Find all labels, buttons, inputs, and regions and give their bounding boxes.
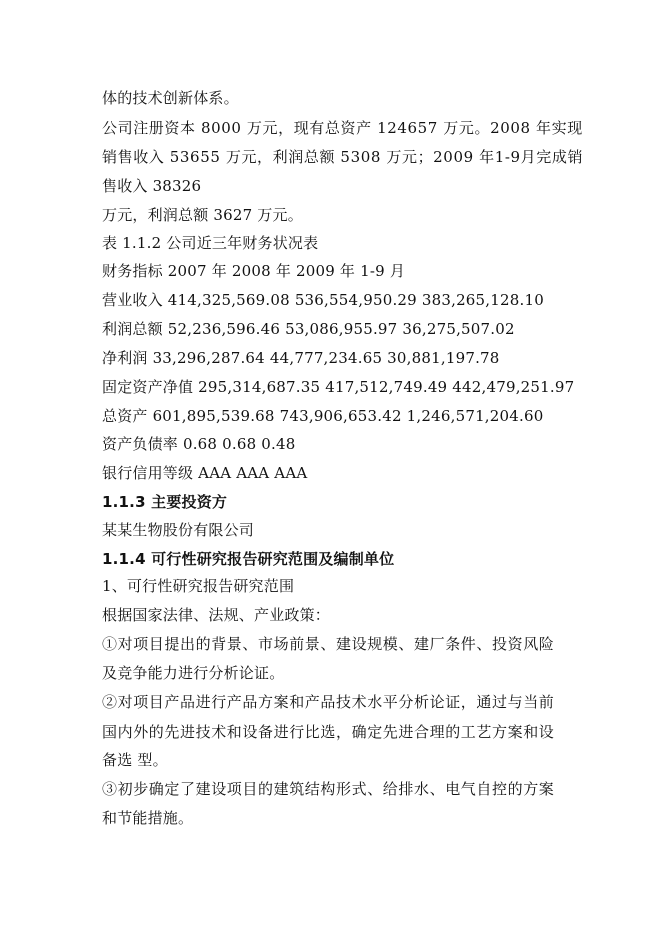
table-row: 固定资产净值 295,314,687.35 417,512,749.49 442,479,251.97 bbox=[102, 378, 575, 396]
text-line: 万元，利润总额 3627 万元。 bbox=[102, 206, 303, 224]
list-item-continuation: 备选 型。 bbox=[102, 751, 168, 769]
subsection-heading: 1、可行性研究报告研究范围 bbox=[102, 577, 295, 595]
section-heading: 1.1.4 可行性研究报告研究范围及编制单位 bbox=[102, 550, 395, 568]
text-line: 某某生物股份有限公司 bbox=[102, 521, 255, 539]
list-item: ①对项目提出的背景、市场前景、建设规模、建厂条件、投资风险 bbox=[102, 635, 555, 653]
table-row: 利润总额 52,236,596.46 53,086,955.97 36,275,507.02 bbox=[102, 320, 515, 338]
table-caption: 表 1.1.2 公司近三年财务状况表 bbox=[102, 234, 319, 252]
list-item-continuation: 国内外的先进技术和设备进行比选，确定先进合理的工艺方案和设 bbox=[102, 723, 555, 741]
text-line: 根据国家法律、法规、产业政策： bbox=[102, 606, 331, 624]
text-line: 公司注册资本 8000 万元，现有总资产 124657 万元。2008 年实现 bbox=[102, 119, 583, 137]
text-line: 体的技术创新体系。 bbox=[102, 89, 239, 107]
table-row: 净利润 33,296,287.64 44,777,234.65 30,881,197.78 bbox=[102, 349, 500, 367]
table-row: 银行信用等级 AAA AAA AAA bbox=[102, 464, 308, 482]
table-row: 资产负债率 0.68 0.68 0.48 bbox=[102, 435, 296, 453]
section-heading: 1.1.3 主要投资方 bbox=[102, 493, 228, 511]
list-item-continuation: 和节能措施。 bbox=[102, 809, 194, 827]
table-row: 总资产 601,895,539.68 743,906,653.42 1,246,571,204.60 bbox=[102, 407, 544, 425]
text-line: 销售收入 53655 万元，利润总额 5308 万元；2009 年1-9月完成销 bbox=[102, 148, 584, 166]
table-row: 营业收入 414,325,569.08 536,554,950.29 383,265,128.10 bbox=[102, 291, 544, 309]
table-header-row: 财务指标 2007 年 2008 年 2009 年 1-9 月 bbox=[102, 262, 406, 280]
list-item-continuation: 及竞争能力进行分析论证。 bbox=[102, 664, 285, 682]
text-line: 售收入 38326 bbox=[102, 177, 202, 195]
list-item: ②对项目产品进行产品方案和产品技术水平分析论证，通过与当前 bbox=[102, 693, 555, 711]
list-item: ③初步确定了建设项目的建筑结构形式、给排水、电气自控的方案 bbox=[102, 780, 555, 798]
